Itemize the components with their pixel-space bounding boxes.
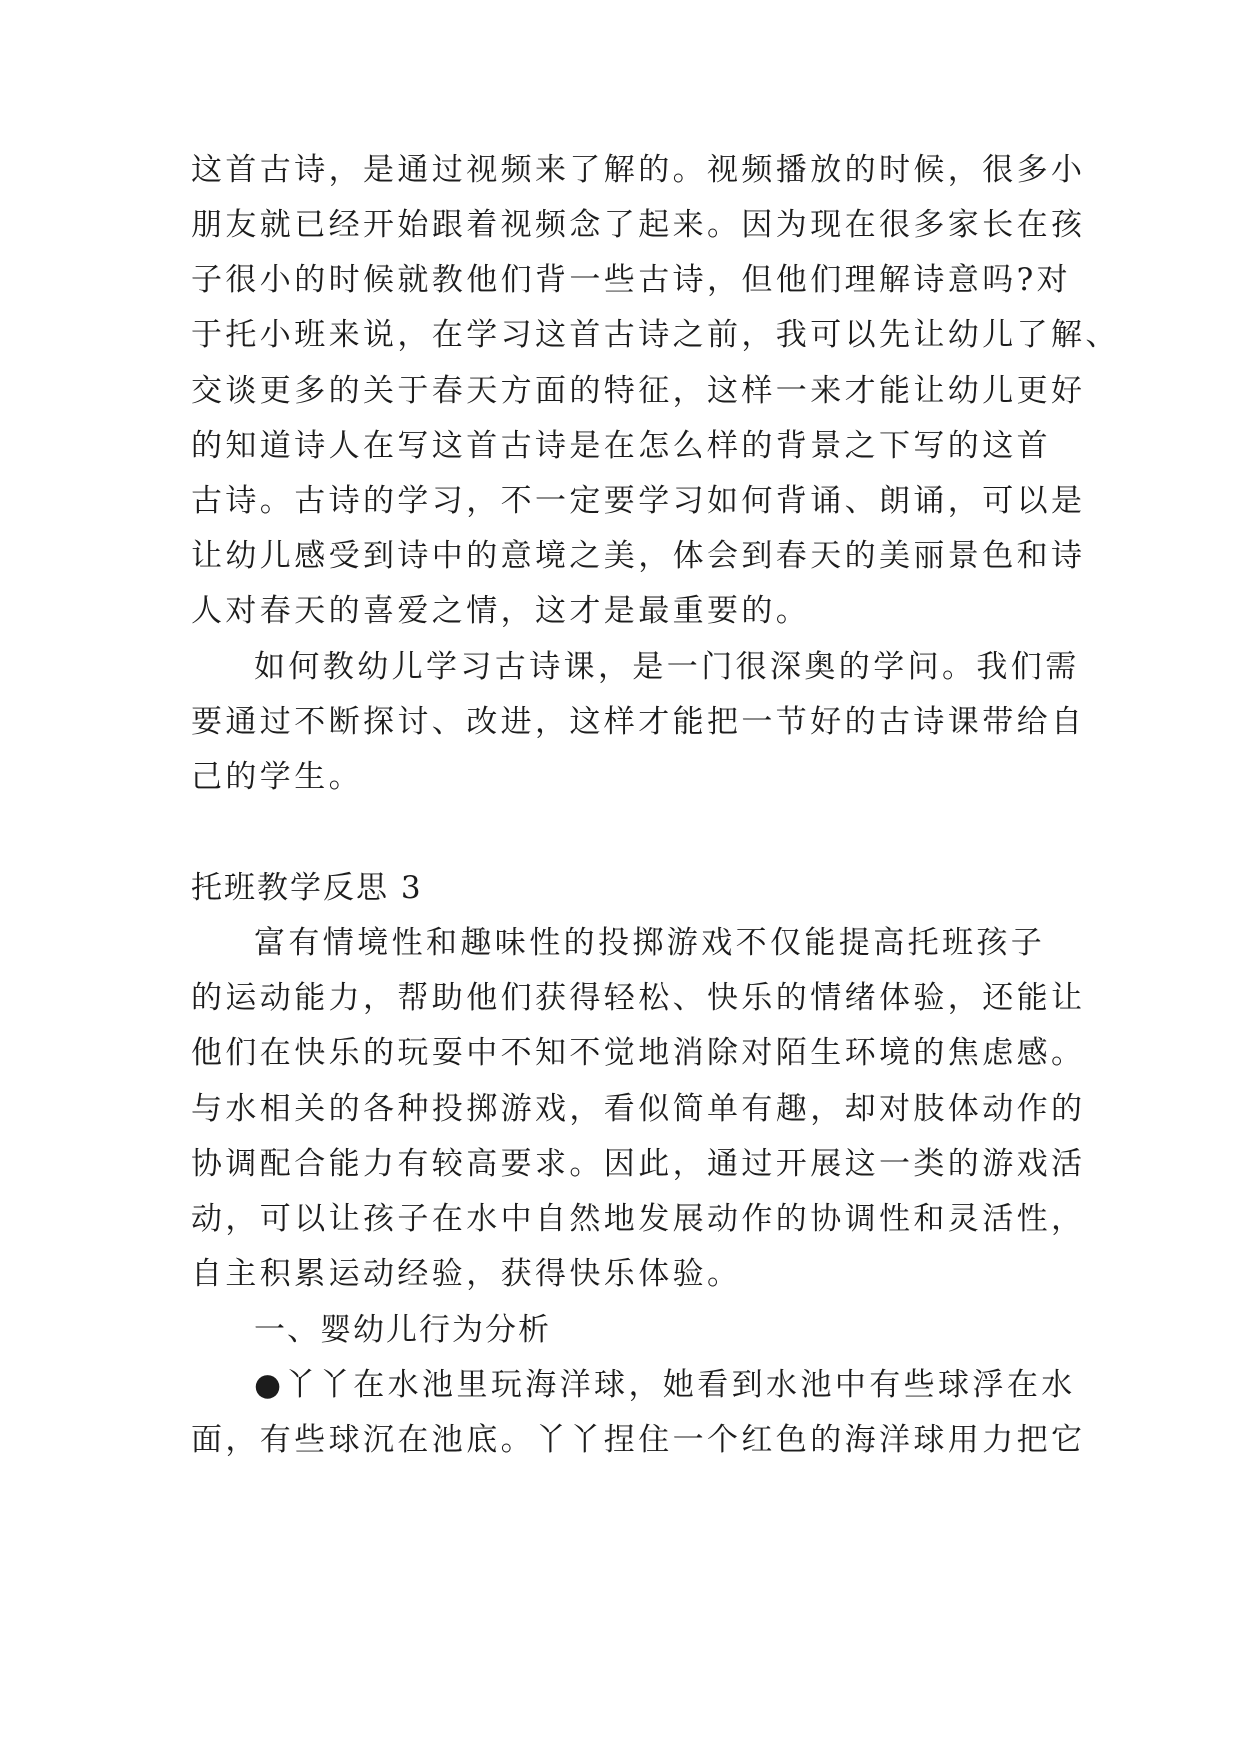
paragraph-1-line-1: 这首古诗，是通过视频来了解的。视频播放的时候，很多小 — [191, 152, 1086, 188]
paragraph-1-line-4: 于托小班来说，在学习这首古诗之前，我可以先让幼儿了解、 — [191, 317, 1120, 353]
paragraph-1-line-9: 人对春天的喜爱之情，这才是最重要的。 — [191, 593, 811, 629]
paragraph-2-line-2: 要通过不断探讨、改进，这样才能把一节好的古诗课带给自 — [191, 704, 1086, 740]
paragraph-1-line-6: 的知道诗人在写这首古诗是在怎么样的背景之下写的这首 — [191, 428, 1051, 464]
paragraph-3-line-2: 的运动能力，帮助他们获得轻松、快乐的情绪体验，还能让 — [191, 980, 1086, 1016]
paragraph-1-line-8: 让幼儿感受到诗中的意境之美，体会到春天的美丽景色和诗 — [191, 538, 1086, 574]
paragraph-4-line-2: 面，有些球沉在池底。丫丫捏住一个红色的海洋球用力把它 — [191, 1422, 1086, 1458]
paragraph-3-line-7: 自主积累运动经验，获得快乐体验。 — [191, 1256, 742, 1292]
paragraph-3-line-6: 动，可以让孩子在水中自然地发展动作的协调性和灵活性， — [191, 1201, 1086, 1237]
paragraph-1-line-2: 朋友就已经开始跟着视频念了起来。因为现在很多家长在孩 — [191, 207, 1086, 243]
paragraph-4-line-1: ●丫丫在水池里玩海洋球，她看到水池中有些球浮在水 — [254, 1367, 1076, 1403]
subheading: 一、婴幼儿行为分析 — [254, 1312, 551, 1348]
paragraph-1-line-7: 古诗。古诗的学习，不一定要学习如何背诵、朗诵，可以是 — [191, 483, 1086, 519]
paragraph-3-line-5: 协调配合能力有较高要求。因此，通过开展这一类的游戏活 — [191, 1146, 1086, 1182]
paragraph-3-line-1: 富有情境性和趣味性的投掷游戏不仅能提高托班孩子 — [254, 925, 1046, 961]
paragraph-2-line-3: 己的学生。 — [191, 759, 363, 795]
paragraph-1-line-5: 交谈更多的关于春天方面的特征，这样一来才能让幼儿更好 — [191, 373, 1086, 409]
paragraph-3-line-3: 他们在快乐的玩耍中不知不觉地消除对陌生环境的焦虑感。 — [191, 1035, 1086, 1071]
paragraph-1-line-3: 子很小的时候就教他们背一些古诗，但他们理解诗意吗?对 — [191, 262, 1072, 298]
section-title: 托班教学反思 3 — [191, 870, 423, 906]
paragraph-2-line-1: 如何教幼儿学习古诗课，是一门很深奥的学问。我们需 — [254, 649, 1080, 685]
paragraph-3-line-4: 与水相关的各种投掷游戏，看似简单有趣，却对肢体动作的 — [191, 1091, 1086, 1127]
